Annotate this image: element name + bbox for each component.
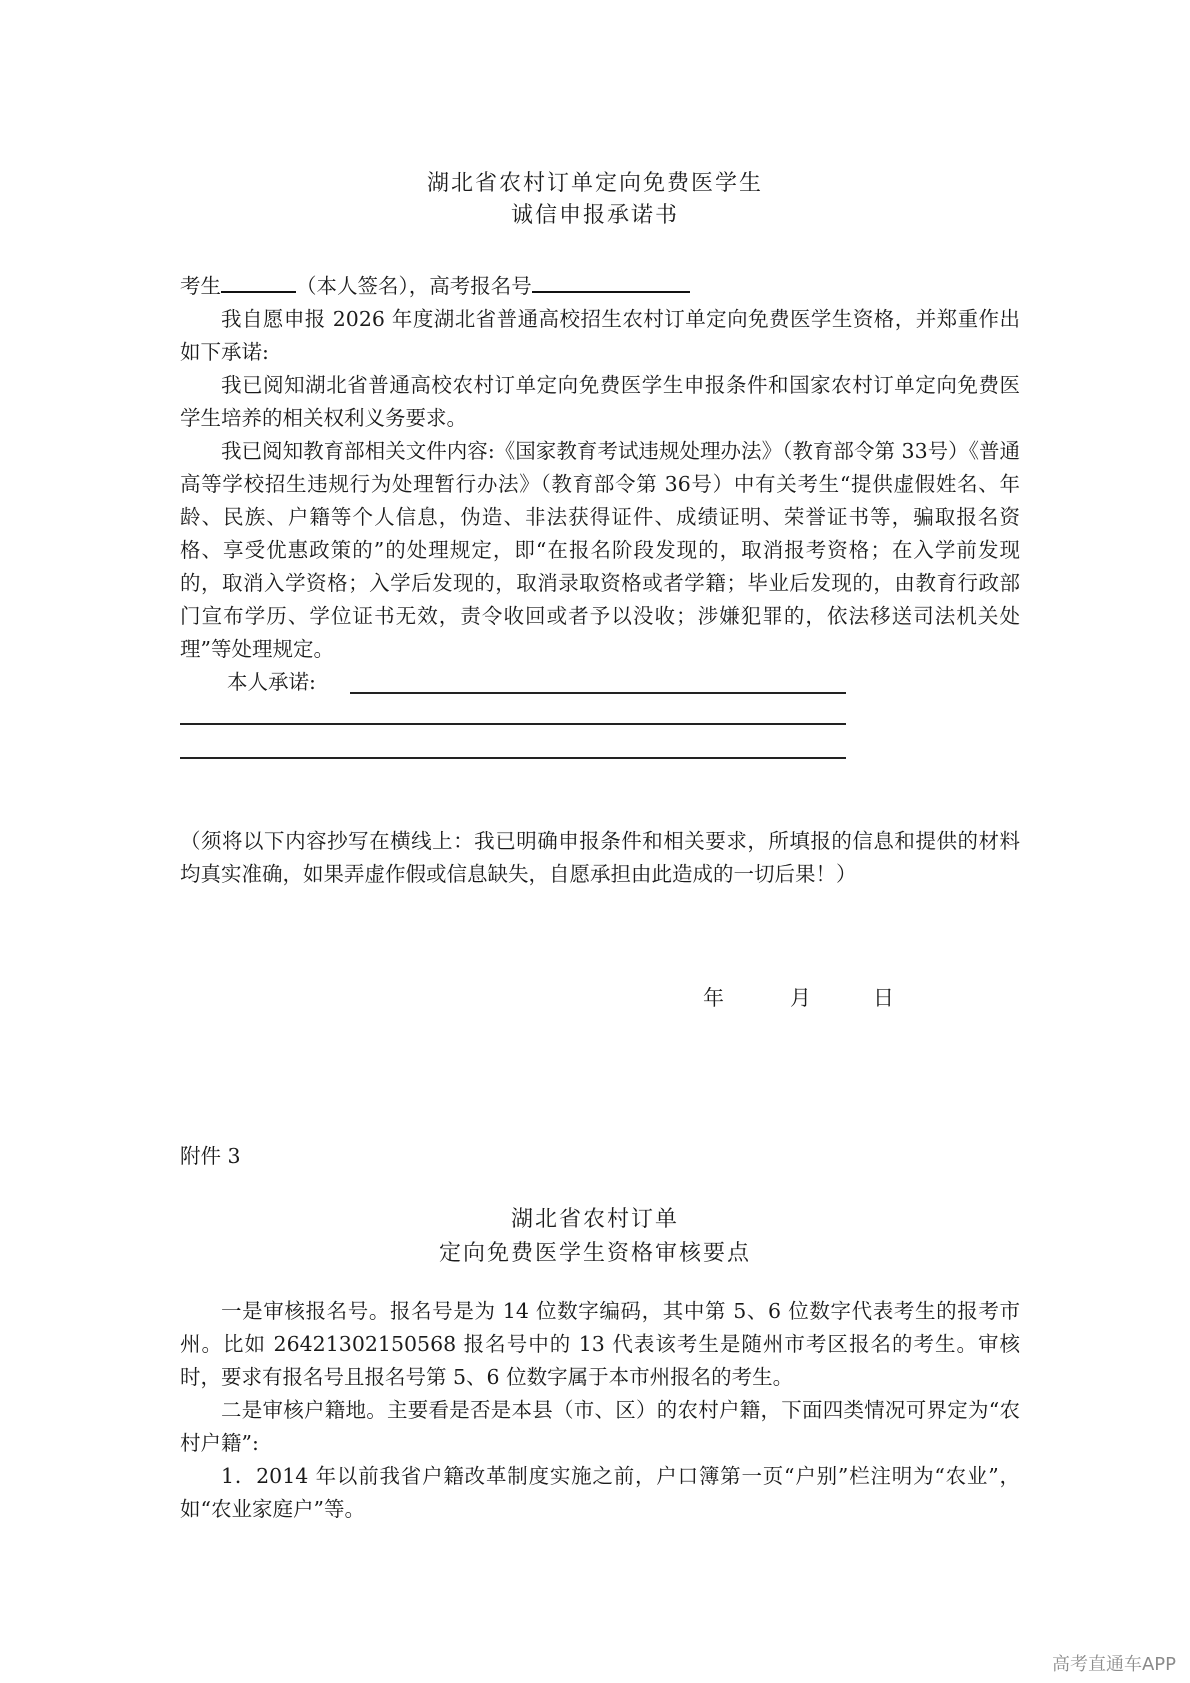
attachment-title-line1: 湖北省农村订单 xyxy=(510,1207,679,1232)
date-year: 年 xyxy=(703,986,724,1010)
pledge-paragraph-1: 我自愿申报 2026 年度湖北省普通高校招生农村订单定向免费医学生资格，并郑重作出如下承诺: xyxy=(180,307,1020,364)
pledge-title-line2: 诚信申报承诺书 xyxy=(510,203,679,228)
pledge-paragraph-2: 我已阅知湖北省普通高校农村订单定向免费医学生申报条件和国家农村订单定向免费医学生培养的相关权利义务要求。 xyxy=(180,373,1020,430)
pledge-title-line1: 湖北省农村订单定向免费医学生 xyxy=(426,171,763,196)
date-day: 日 xyxy=(873,986,894,1010)
commitment-line-3[interactable] xyxy=(180,757,846,759)
commitment-line-2[interactable] xyxy=(180,723,846,725)
candidate-name-blank[interactable] xyxy=(221,290,296,293)
attachment-paragraph-3: 1．2014 年以前我省户籍改革制度实施之前，户口簿第一页“户别”栏注明为“农业”，如“农业家庭户”等。 xyxy=(180,1464,1020,1521)
commitment-line-1[interactable] xyxy=(350,692,846,694)
date-month: 月 xyxy=(790,986,811,1010)
watermark: 高考直通车APP xyxy=(1051,1654,1176,1675)
signature-label: （本人签名），高考报名号 xyxy=(296,274,532,298)
attachment-label: 附件 3 xyxy=(180,1144,241,1168)
registration-number-blank[interactable] xyxy=(532,290,690,293)
attachment-title-line2: 定向免费医学生资格审核要点 xyxy=(438,1241,751,1266)
attachment-paragraph-1: 一是审核报名号。报名号是为 14 位数字编码，其中第 5、6 位数字代表考生的报考市州。比如 26421302150568 报名号中的 13 代表该考生是随州市考区报名的考生。审核时，要求有报名号且报名号第 5、6 位数字属于本市州报名的考生。 xyxy=(180,1299,1020,1389)
copy-note: （须将以下内容抄写在横线上：我已明确申报条件和相关要求，所填报的信息和提供的材料均真实准确，如果弄虚作假或信息缺失，自愿承担由此造成的一切后果！） xyxy=(180,829,1020,886)
pledge-paragraph-3: 我已阅知教育部相关文件内容:《国家教育考试违规处理办法》（教育部令第 33号）《普通高等学校招生违规行为处理暂行办法》（教育部令第 36号）中有关考生“提供虚假姓名、年龄、民族、户籍等个人信息，伪造、非法获得证件、成绩证明、荣誉证书等，骗取报名资格、享受优惠政策的”的处理规定，即“在报名阶段发现的，取消报考资格；在入学前发现的，取消入学资格；入学后发现的，取消录取资格或者学籍；毕业后发现的，由教育行政部门宣布学历、学位证书无效，责令收回或者予以没收；涉嫌犯罪的，依法移送司法机关处理”等处理规定。 xyxy=(180,439,1020,661)
attachment-paragraph-2: 二是审核户籍地。主要看是否是本县（市、区）的农村户籍，下面四类情况可界定为“农村户籍”: xyxy=(180,1398,1020,1455)
commitment-label: 本人承诺: xyxy=(227,670,316,694)
candidate-label: 考生 xyxy=(180,274,221,298)
candidate-line xyxy=(180,270,690,303)
